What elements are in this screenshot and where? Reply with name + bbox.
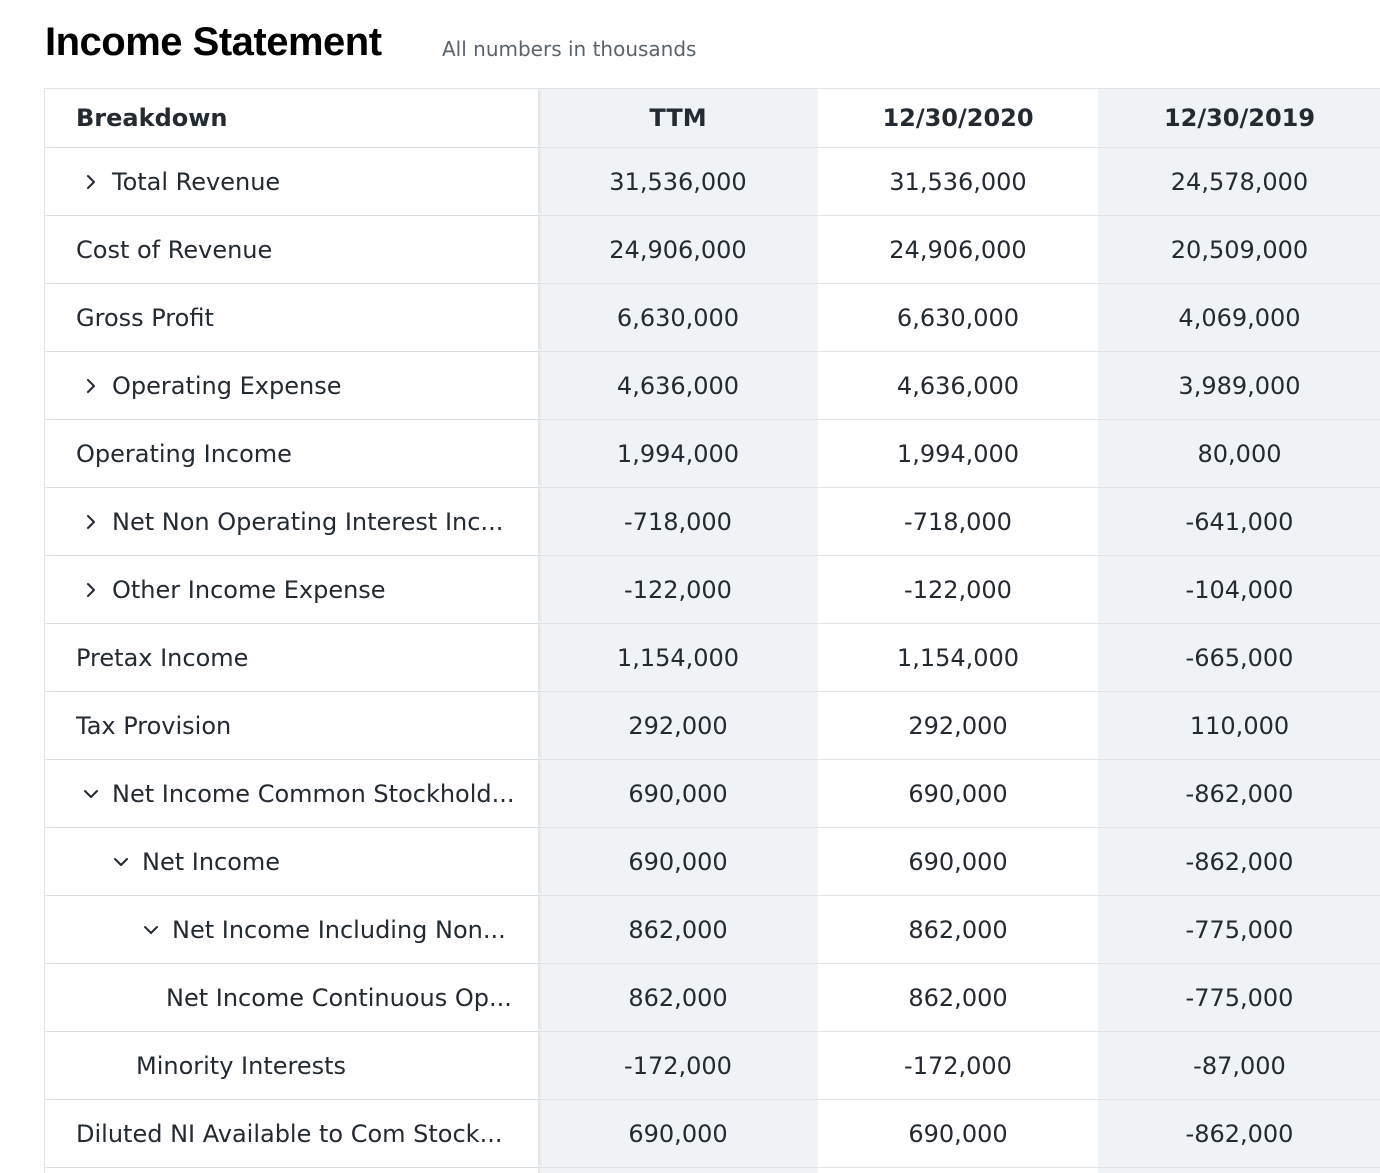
value-cell: -862,000	[1098, 828, 1380, 895]
value-cell: 20,509,000	[1098, 216, 1380, 283]
row-label-cell	[45, 284, 538, 351]
row-label-cell	[45, 420, 538, 487]
row-label: Diluted NI Available to Com Stock...	[76, 1119, 503, 1148]
row-label: Gross Profit	[76, 303, 214, 332]
value-cell: 31,536,000	[538, 148, 818, 215]
row-label: Operating Income	[76, 439, 292, 468]
row-label: Net Income Common Stockhold...	[112, 779, 515, 808]
table-row	[45, 216, 1380, 284]
value-cell: 1,994,000	[538, 420, 818, 487]
table-row	[45, 1168, 1380, 1173]
table-row	[45, 692, 1380, 760]
value-cell: -862,000	[1098, 1100, 1380, 1167]
value-cell: 6,630,000	[818, 284, 1098, 351]
value-cell	[1098, 1168, 1380, 1173]
row-label: Other Income Expense	[112, 575, 386, 604]
row-label: Net Income Continuous Op...	[166, 983, 512, 1012]
value-cell: -718,000	[538, 488, 818, 555]
chevron-right-icon[interactable]	[80, 579, 102, 601]
value-cell: -775,000	[1098, 896, 1380, 963]
value-cell: 690,000	[818, 760, 1098, 827]
value-cell: -87,000	[1098, 1032, 1380, 1099]
table-row	[45, 488, 1380, 556]
value-cell: 690,000	[818, 828, 1098, 895]
row-label-cell	[45, 624, 538, 691]
chevron-right-icon[interactable]	[80, 171, 102, 193]
table-body	[45, 148, 1380, 1173]
column-header-breakdown: Breakdown	[45, 89, 538, 147]
value-cell: -775,000	[1098, 964, 1380, 1031]
row-label-cell	[45, 216, 538, 283]
row-label-cell[interactable]	[45, 488, 538, 555]
value-cell: 1,994,000	[818, 420, 1098, 487]
value-cell: -104,000	[1098, 556, 1380, 623]
value-cell: 3,989,000	[1098, 352, 1380, 419]
value-cell: 292,000	[818, 692, 1098, 759]
row-label: Tax Provision	[76, 711, 232, 740]
table-row	[45, 896, 1380, 964]
value-cell: -665,000	[1098, 624, 1380, 691]
value-cell: 110,000	[1098, 692, 1380, 759]
row-label-cell	[45, 1032, 538, 1099]
chevron-down-icon[interactable]	[110, 851, 132, 873]
income-statement-table	[44, 88, 1380, 1173]
table-row	[45, 828, 1380, 896]
table-row	[45, 964, 1380, 1032]
column-header-ttm[interactable]: TTM	[538, 89, 818, 147]
row-label-cell[interactable]	[45, 148, 538, 215]
row-label: Net Income Including Non...	[172, 915, 506, 944]
row-label-cell[interactable]	[45, 828, 538, 895]
row-label: Net Income	[142, 847, 281, 876]
value-cell: -641,000	[1098, 488, 1380, 555]
row-label-cell	[45, 1168, 538, 1173]
value-cell: 690,000	[538, 828, 818, 895]
value-cell: -172,000	[818, 1032, 1098, 1099]
value-cell	[538, 1168, 818, 1173]
value-cell: 862,000	[818, 896, 1098, 963]
chevron-right-icon[interactable]	[80, 511, 102, 533]
table-row	[45, 624, 1380, 692]
row-label: Operating Expense	[112, 371, 342, 400]
chevron-right-icon[interactable]	[80, 375, 102, 397]
page-title: Income Statement	[45, 20, 382, 64]
value-cell: -122,000	[538, 556, 818, 623]
value-cell: 24,906,000	[818, 216, 1098, 283]
table-row	[45, 352, 1380, 420]
value-cell: 862,000	[538, 964, 818, 1031]
chevron-down-icon[interactable]	[80, 783, 102, 805]
table-row	[45, 284, 1380, 352]
table-row	[45, 420, 1380, 488]
row-label: Pretax Income	[76, 643, 249, 672]
value-cell: 4,636,000	[538, 352, 818, 419]
table-row	[45, 556, 1380, 624]
value-cell: -862,000	[1098, 760, 1380, 827]
value-cell: -122,000	[818, 556, 1098, 623]
table-header-row	[45, 89, 1380, 148]
value-cell: 292,000	[538, 692, 818, 759]
row-label: Minority Interests	[136, 1051, 347, 1080]
table-row	[45, 1032, 1380, 1100]
row-label-cell	[45, 692, 538, 759]
value-cell: 4,636,000	[818, 352, 1098, 419]
value-cell: 24,906,000	[538, 216, 818, 283]
value-cell	[818, 1168, 1098, 1173]
value-cell: 690,000	[818, 1100, 1098, 1167]
column-header-2019[interactable]: 12/30/2019	[1098, 89, 1380, 147]
table-row	[45, 1100, 1380, 1168]
row-label: Net Non Operating Interest Inc...	[112, 507, 504, 536]
chevron-down-icon[interactable]	[140, 919, 162, 941]
table-row	[45, 760, 1380, 828]
row-label: Cost of Revenue	[76, 235, 273, 264]
row-label-cell	[45, 1100, 538, 1167]
value-cell: 862,000	[538, 896, 818, 963]
row-label: Total Revenue	[112, 167, 281, 196]
value-cell: 862,000	[818, 964, 1098, 1031]
value-cell: 24,578,000	[1098, 148, 1380, 215]
value-cell: 6,630,000	[538, 284, 818, 351]
row-label-cell[interactable]	[45, 760, 538, 827]
value-cell: 31,536,000	[818, 148, 1098, 215]
value-cell: 1,154,000	[818, 624, 1098, 691]
table-row	[45, 148, 1380, 216]
row-label-cell[interactable]	[45, 352, 538, 419]
value-cell: 4,069,000	[1098, 284, 1380, 351]
value-cell: 690,000	[538, 1100, 818, 1167]
row-label-cell[interactable]	[45, 556, 538, 623]
row-label-cell[interactable]	[45, 896, 538, 963]
value-cell: 1,154,000	[538, 624, 818, 691]
value-cell: -172,000	[538, 1032, 818, 1099]
value-cell: 690,000	[538, 760, 818, 827]
column-header-2020[interactable]: 12/30/2020	[818, 89, 1098, 147]
units-note: All numbers in thousands	[442, 37, 697, 61]
value-cell: 80,000	[1098, 420, 1380, 487]
value-cell: -718,000	[818, 488, 1098, 555]
row-label-cell	[45, 964, 538, 1031]
